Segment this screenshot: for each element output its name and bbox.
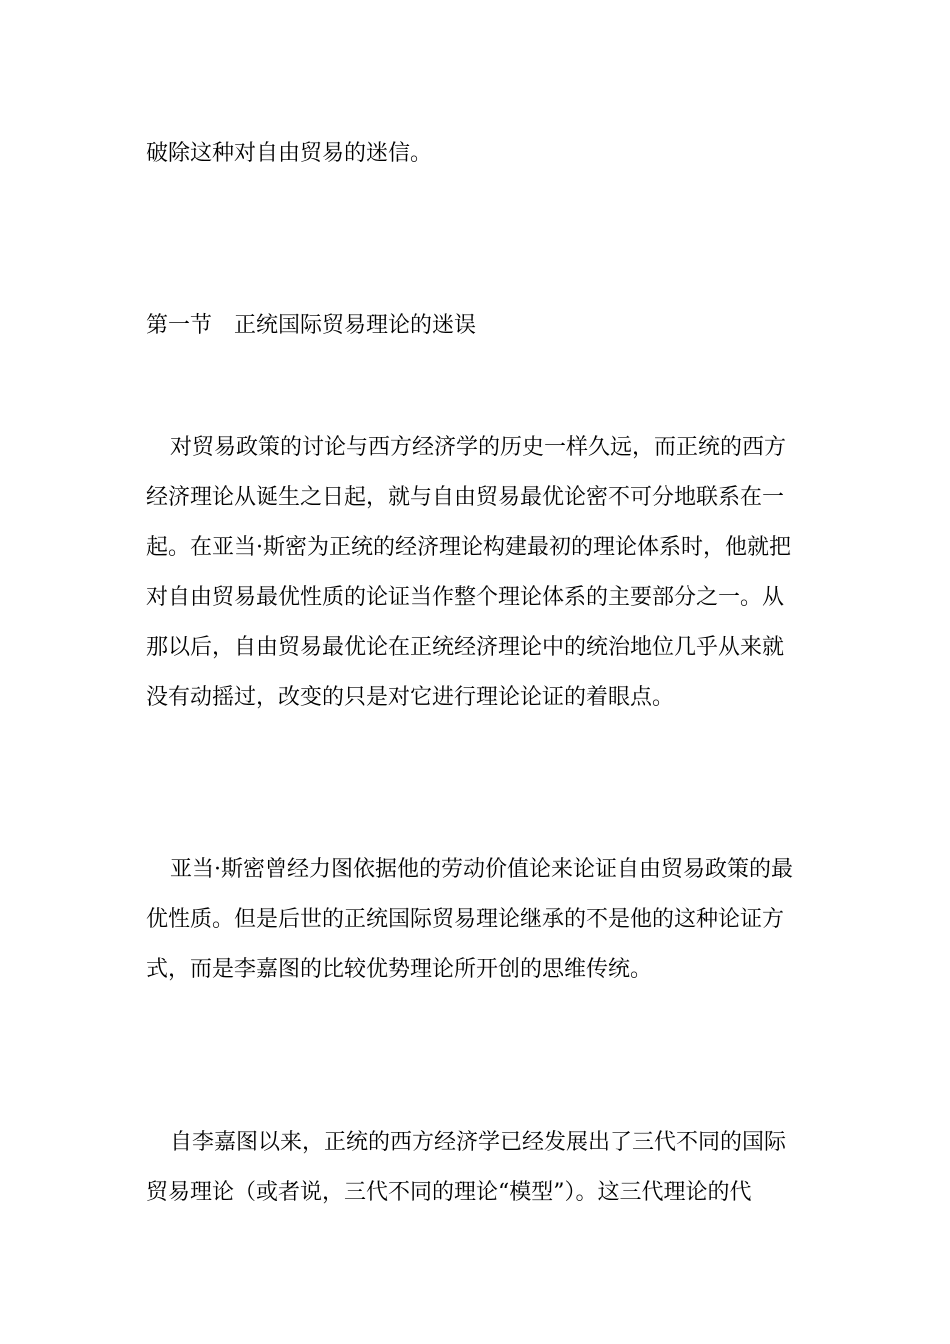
paragraph-line: 贸易理论（或者说，三代不同的理论“模型”）。这三代理论的代 xyxy=(146,1180,752,1205)
section-number: 第一节 xyxy=(146,313,213,338)
paragraph-line: 起。在亚当·斯密为正统的经济理论构建最初的理论体系时，他就把 xyxy=(146,535,791,560)
paragraph-3 xyxy=(146,1118,806,1218)
paragraph-line: 破除这种对自由贸易的迷信。 xyxy=(146,141,433,166)
paragraph-line: 亚当·斯密曾经力图依据他的劳动价值论来论证自由贸易政策的最 xyxy=(170,857,793,882)
paragraph-2 xyxy=(146,845,806,995)
paragraph-line: 经济理论从诞生之日起，就与自由贸易最优论密不可分地联系在一 xyxy=(146,485,785,510)
paragraph-line: 没有动摇过，改变的只是对它进行理论论证的着眼点。 xyxy=(146,685,675,710)
paragraph-line: 对自由贸易最优性质的论证当作整个理论体系的主要部分之一。从 xyxy=(146,585,785,610)
paragraph-1 xyxy=(146,423,806,723)
paragraph-line: 对贸易政策的讨论与西方经济学的历史一样久远，而正统的西方 xyxy=(170,435,787,460)
paragraph-line: 自李嘉图以来，正统的西方经济学已经发展出了三代不同的国际 xyxy=(170,1130,787,1155)
section-title: 正统国际贸易理论的迷误 xyxy=(234,313,477,338)
paragraph-line: 式，而是李嘉图的比较优势理论所开创的思维传统。 xyxy=(146,957,653,982)
carryover-paragraph xyxy=(146,129,806,179)
section-heading xyxy=(146,301,806,351)
paragraph-line: 优性质。但是后世的正统国际贸易理论继承的不是他的这种论证方 xyxy=(146,907,785,932)
paragraph-line: 那以后，自由贸易最优论在正统经济理论中的统治地位几乎从来就 xyxy=(146,635,785,660)
